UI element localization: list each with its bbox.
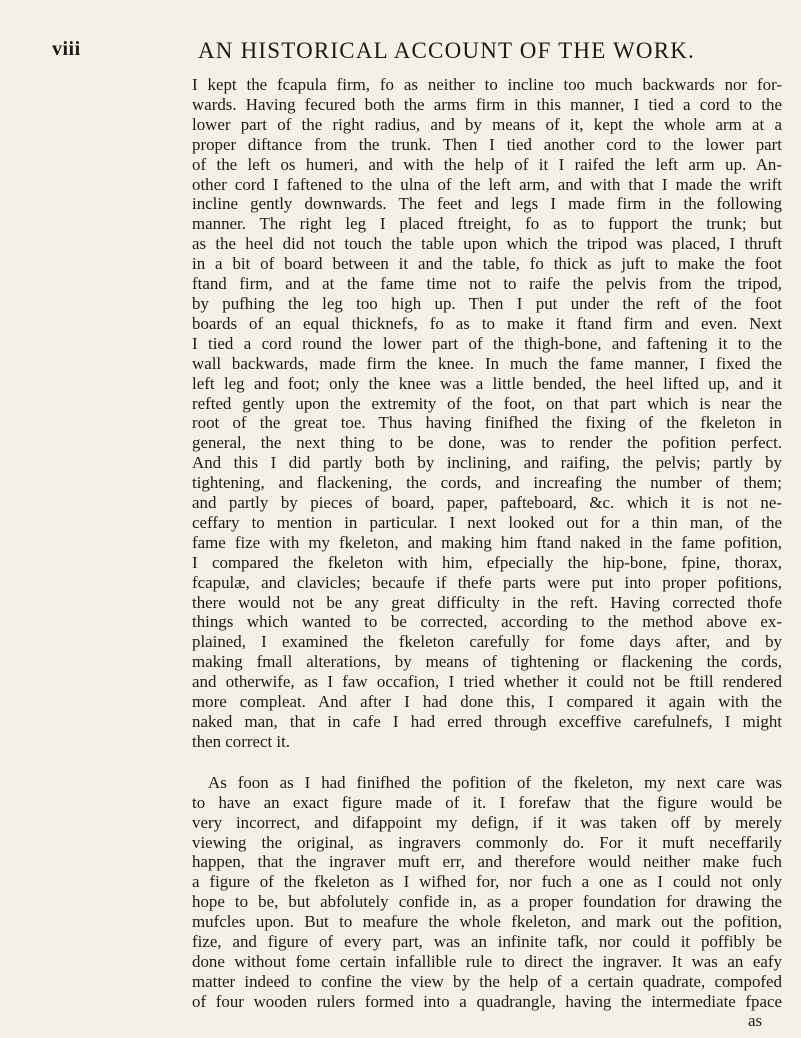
text-line: ceffary to mention in particular. I next looked out for a thin man, of the: [192, 512, 782, 532]
text-line: by pufhing the leg too high up. Then I put under the reft of the foot: [192, 293, 782, 313]
text-line: ftand firm, and at the fame time not to raife the pelvis from the tripod,: [192, 274, 782, 294]
text-line: as the heel did not touch the table upon which the tripod was placed, I thruft: [192, 234, 782, 254]
body-text: [192, 75, 782, 1012]
text-line: wall backwards, made firm the knee. In much the fame manner, I fixed the: [192, 353, 782, 373]
text-line: more compleat. And after I had done this, I compared it again with the: [192, 692, 782, 712]
text-line: I compared the fkeleton with him, efpecially the hip-bone, fpine, thorax,: [192, 552, 782, 572]
text-line: proper diftance from the trunk. Then I tied another cord to the lower part: [192, 134, 782, 154]
text-line: a figure of the fkeleton as I wifhed for, nor fuch a one as I could not only: [192, 872, 782, 892]
page-header: [52, 38, 792, 64]
text-line: fcapulæ, and clavicles; becaufe if thefe parts were put into proper pofitions,: [192, 572, 782, 592]
page-number: viii: [52, 38, 81, 60]
text-line: left leg and foot; only the knee was a little bended, the heel lifted up, and it: [192, 373, 782, 393]
text-line: viewing the original, as ingravers commonly do. For it muft neceffarily: [192, 832, 782, 852]
text-line: I tied a cord round the lower part of the thigh-bone, and faftening it to the: [192, 333, 782, 353]
text-line: happen, that the ingraver muft err, and therefore would neither make fuch: [192, 852, 782, 872]
text-line: root of the great toe. Thus having finifhed the fixing of the fkeleton in: [192, 413, 782, 433]
text-line: things which wanted to be corrected, according to the method above ex-: [192, 612, 782, 632]
text-line: hope to be, but abfolutely confide in, as a proper foundation for drawing the: [192, 892, 782, 912]
catchword: as: [748, 1011, 763, 1030]
text-line: making fmall alterations, by means of tightening or flackening the cords,: [192, 652, 782, 672]
text-line: matter indeed to confine the view by the help of a certain quadrate, compofed: [192, 971, 782, 991]
text-line: fize, and figure of every part, was an infinite tafk, nor could it poffibly be: [192, 932, 782, 952]
text-line: other cord I faftened to the ulna of the left arm, and with that I made the wrift: [192, 174, 782, 194]
text-line: very incorrect, and difappoint my defign, if it was taken off by merely: [192, 812, 782, 832]
text-line: manner. The right leg I placed ftreight, fo as to fupport the trunk; but: [192, 214, 782, 234]
text-line: then correct it.: [192, 731, 291, 751]
text-line: general, the next thing to be done, was to render the pofition perfect.: [192, 433, 782, 453]
text-line: mufcles upon. But to meafure the whole fkeleton, and mark out the pofition,: [192, 912, 782, 932]
text-line: plained, I examined the fkeleton carefully for fome days after, and by: [192, 632, 782, 652]
text-line: refted gently upon the extremity of the foot, on that part which is near the: [192, 393, 782, 413]
text-line: done without fome certain infallible rule to direct the ingraver. It was an eafy: [192, 951, 782, 971]
text-line: wards. Having fecured both the arms firm in this manner, I tied a cord to the: [192, 94, 782, 114]
text-line: of four wooden rulers formed into a quadrangle, having the intermediate fpace: [192, 991, 782, 1011]
paragraph-2: [192, 773, 782, 1012]
text-line: naked man, that in cafe I had erred through exceffive carefulnefs, I might: [192, 712, 782, 731]
text-line: I kept the fcapula firm, fo as neither to incline too much backwards nor for-: [192, 75, 782, 94]
text-line: and otherwife, as I faw occafion, I tried whether it could not be ftill rendered: [192, 672, 782, 692]
running-head: AN HISTORICAL ACCOUNT OF THE WORK.: [198, 38, 696, 63]
text-line: As foon as I had finifhed the pofition of the fkeleton, my next care was: [208, 772, 782, 792]
text-line: there would not be any great difficulty in the reft. Having corrected thofe: [192, 592, 782, 612]
text-line: in a bit of board between it and the table, fo thick as juft to make the foot: [192, 254, 782, 274]
paragraph-1: [192, 75, 782, 752]
text-line: tightening, and flackening, the cords, and increafing the number of them;: [192, 473, 782, 493]
text-line: of the left os humeri, and with the help of it I raifed the left arm up. An-: [192, 154, 782, 174]
text-line: fame fize with my fkeleton, and making him ftand naked in the fame pofition,: [192, 532, 782, 552]
text-line: boards of an equal thicknefs, fo as to make it ftand firm and even. Next: [192, 313, 782, 333]
text-line: And this I did partly both by inclining, and raifing, the pelvis; partly by: [192, 453, 782, 473]
text-line: to have an exact figure made of it. I forefaw that the figure would be: [192, 792, 782, 812]
text-line: lower part of the right radius, and by means of it, kept the whole arm at a: [192, 114, 782, 134]
text-line: and partly by pieces of board, paper, pafteboard, &c. which it is not ne-: [192, 493, 782, 513]
text-line: incline gently downwards. The feet and legs I made firm in the following: [192, 194, 782, 214]
